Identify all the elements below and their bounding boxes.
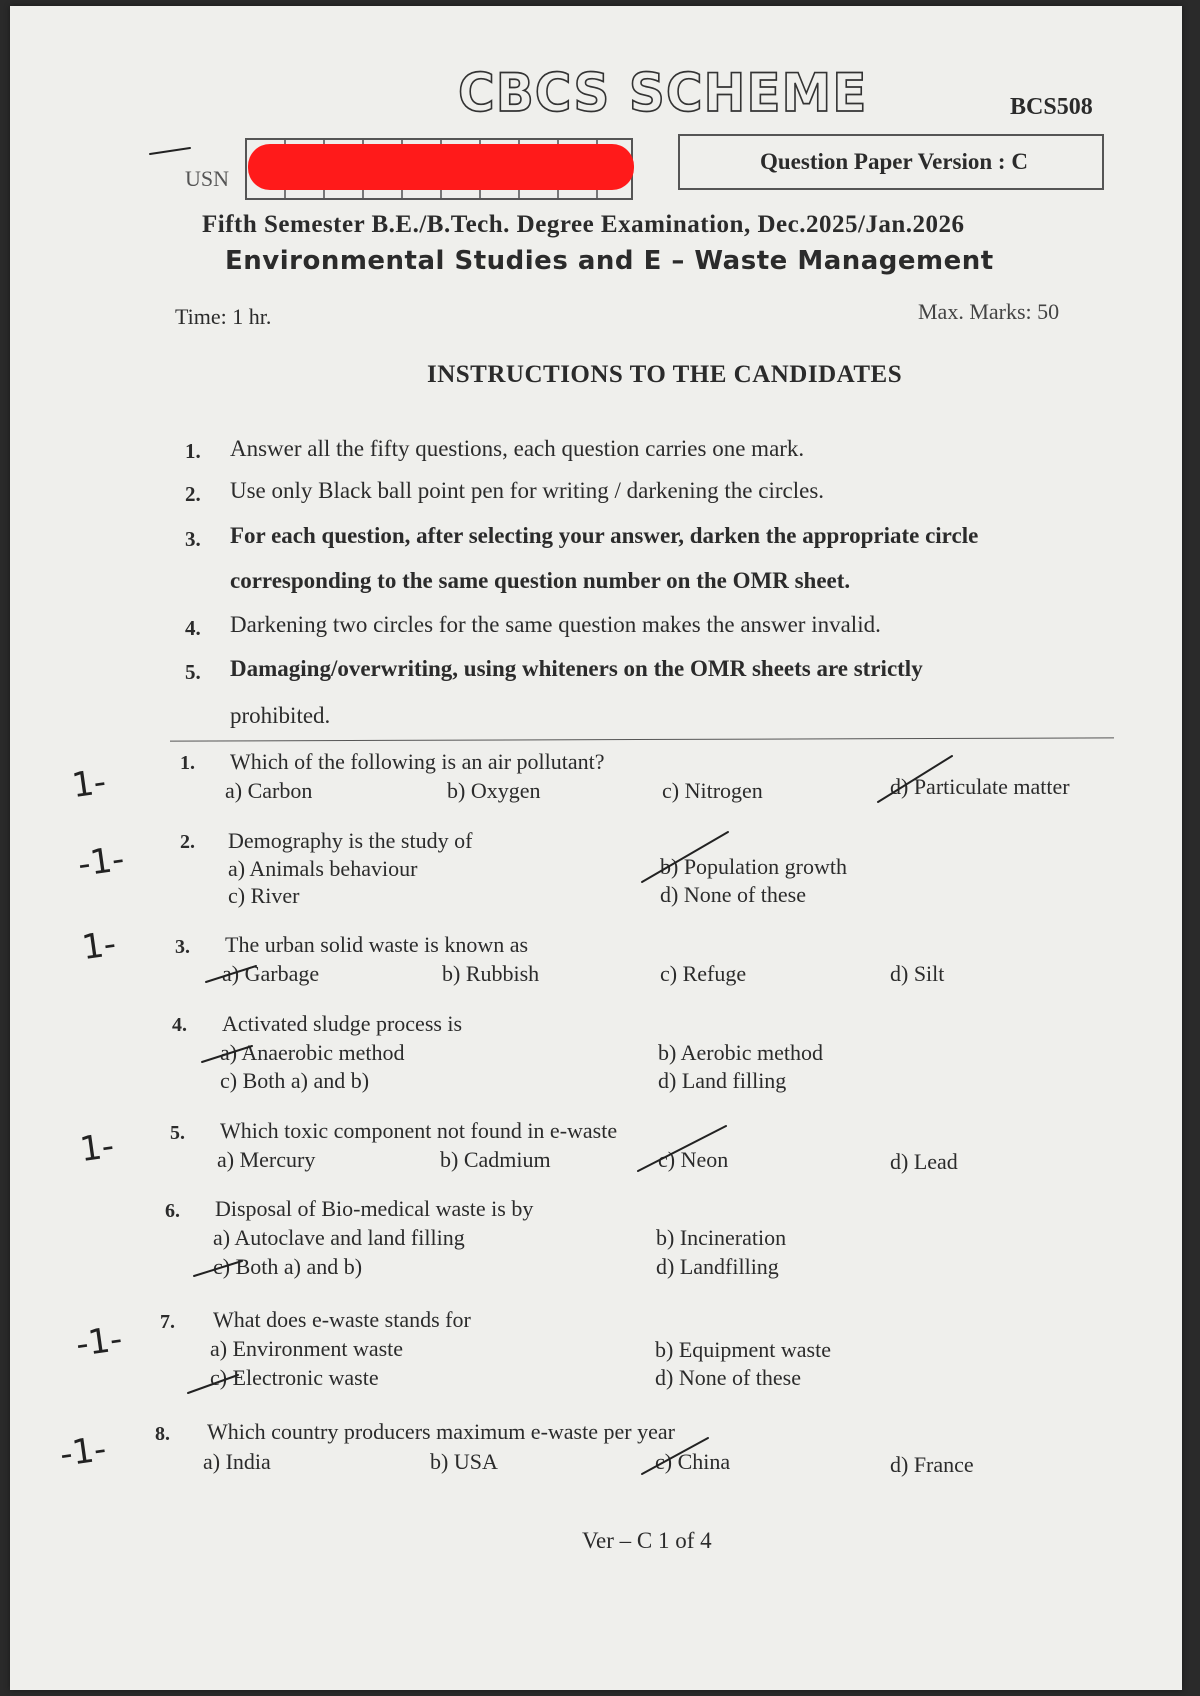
- page-footer: Ver – C 1 of 4: [582, 1528, 712, 1553]
- instruction-number: 4.: [185, 616, 201, 640]
- question-text: What does e-waste stands for: [213, 1307, 471, 1332]
- question-number: 8.: [155, 1423, 170, 1445]
- option-c: c) Neon: [658, 1147, 729, 1172]
- answer-stroke-q2: [642, 832, 728, 882]
- instruction-number: 1.: [185, 439, 201, 463]
- option-a: a) Anaerobic method: [220, 1040, 405, 1065]
- answer-stroke-q4: [202, 1046, 252, 1062]
- answer-stroke-q8: [642, 1438, 708, 1474]
- option-b: b) Aerobic method: [658, 1040, 823, 1065]
- option-b: b) Rubbish: [442, 961, 540, 986]
- option-b: b) Population growth: [660, 854, 847, 879]
- tick-mark-q3: 1-: [79, 923, 119, 969]
- instruction-text: Use only Black ball point pen for writing / darkening the circles.: [230, 478, 825, 503]
- question-number: 2.: [180, 831, 195, 853]
- option-a: a) Environment waste: [210, 1336, 404, 1361]
- instruction-text: Damaging/overwriting, using whiteners on the OMR sheets are strictly: [230, 656, 923, 681]
- instruction-text: prohibited.: [230, 703, 331, 728]
- answer-strokes: [10, 6, 1182, 1690]
- question-text: Demography is the study of: [228, 828, 473, 853]
- instruction-number: 5.: [185, 660, 201, 684]
- option-d: d) Land filling: [658, 1068, 787, 1093]
- subject-code: BCS508: [1010, 94, 1093, 120]
- option-c: c) Both a) and b): [213, 1254, 363, 1279]
- option-a: a) India: [203, 1449, 271, 1474]
- exam-paper: [10, 6, 1182, 1690]
- usn-label: USN: [185, 166, 230, 191]
- instruction-text: For each question, after selecting your answer, darken the appropriate circle: [230, 523, 979, 548]
- answer-stroke-q1: [878, 756, 952, 802]
- tick-mark-q8: -1-: [57, 1428, 109, 1476]
- question-text: Activated sludge process is: [222, 1011, 463, 1036]
- option-d: d) Particulate matter: [890, 774, 1070, 799]
- tick-mark-q7: -1-: [73, 1318, 125, 1366]
- option-c: c) Both a) and b): [220, 1068, 370, 1093]
- exam-title: Fifth Semester B.E./B.Tech. Degree Examination, Dec.2025/Jan.2026: [202, 211, 965, 238]
- tick-mark-q1: 1-: [69, 761, 109, 807]
- answer-stroke-q6: [194, 1261, 242, 1276]
- question-number: 1.: [180, 752, 195, 774]
- usn-stroke: [150, 148, 190, 154]
- option-b: b) Oxygen: [447, 778, 541, 803]
- question-number: 4.: [172, 1014, 187, 1036]
- question-text: Disposal of Bio-medical waste is by: [215, 1196, 534, 1221]
- option-c: c) Electronic waste: [210, 1365, 379, 1390]
- question-number: 7.: [160, 1311, 175, 1333]
- option-d: d) Landfilling: [656, 1254, 779, 1279]
- answer-stroke-q7: [188, 1375, 238, 1393]
- option-b: b) USA: [430, 1449, 498, 1474]
- instruction-text: corresponding to the same question number on the OMR sheet.: [230, 568, 851, 593]
- option-a: a) Mercury: [217, 1147, 316, 1172]
- option-c: c) Nitrogen: [662, 778, 763, 803]
- instruction-number: 3.: [185, 527, 201, 551]
- subject-title: Environmental Studies and E – Waste Management: [225, 246, 994, 276]
- time-allowed: Time: 1 hr.: [175, 304, 272, 329]
- option-a: a) Carbon: [225, 778, 313, 803]
- question-number: 6.: [165, 1200, 180, 1222]
- question-text: Which toxic component not found in e-waste: [220, 1118, 618, 1143]
- question-number: 5.: [170, 1122, 185, 1144]
- option-b: b) Incineration: [656, 1225, 787, 1250]
- answer-stroke-q3: [206, 966, 256, 982]
- instruction-text: Answer all the fifty questions, each question carries one mark.: [230, 436, 805, 461]
- question-text: The urban solid waste is known as: [225, 932, 529, 957]
- option-b: b) Cadmium: [440, 1147, 551, 1172]
- option-c: c) China: [655, 1449, 731, 1474]
- instruction-text: Darkening two circles for the same question makes the answer invalid.: [230, 612, 881, 637]
- option-a: a) Animals behaviour: [228, 856, 418, 881]
- option-a: a) Garbage: [222, 961, 320, 986]
- option-d: d) None of these: [655, 1365, 802, 1390]
- max-marks: Max. Marks: 50: [918, 299, 1060, 324]
- question-text: Which of the following is an air pollutant?: [230, 749, 605, 774]
- version-label: Question Paper Version : C: [760, 149, 1028, 174]
- instructions-heading: INSTRUCTIONS TO THE CANDIDATES: [427, 361, 903, 388]
- tick-mark-q5: 1-: [77, 1125, 117, 1171]
- option-d: d) None of these: [660, 882, 807, 907]
- option-d: d) Silt: [890, 961, 945, 986]
- scheme-title: CBCS SCHEME: [458, 62, 868, 124]
- question-number: 3.: [175, 936, 190, 958]
- question-text: Which country producers maximum e-waste per year: [207, 1419, 675, 1444]
- answer-stroke-q5: [638, 1126, 729, 1172]
- instruction-number: 2.: [185, 482, 201, 506]
- option-a: a) Autoclave and land filling: [213, 1225, 465, 1250]
- option-d: d) France: [890, 1452, 974, 1477]
- tick-mark-q2: -1-: [75, 838, 127, 886]
- option-d: d) Lead: [890, 1149, 958, 1174]
- option-c: c) River: [228, 883, 300, 908]
- option-b: b) Equipment waste: [655, 1337, 831, 1362]
- option-c: c) Refuge: [660, 961, 747, 986]
